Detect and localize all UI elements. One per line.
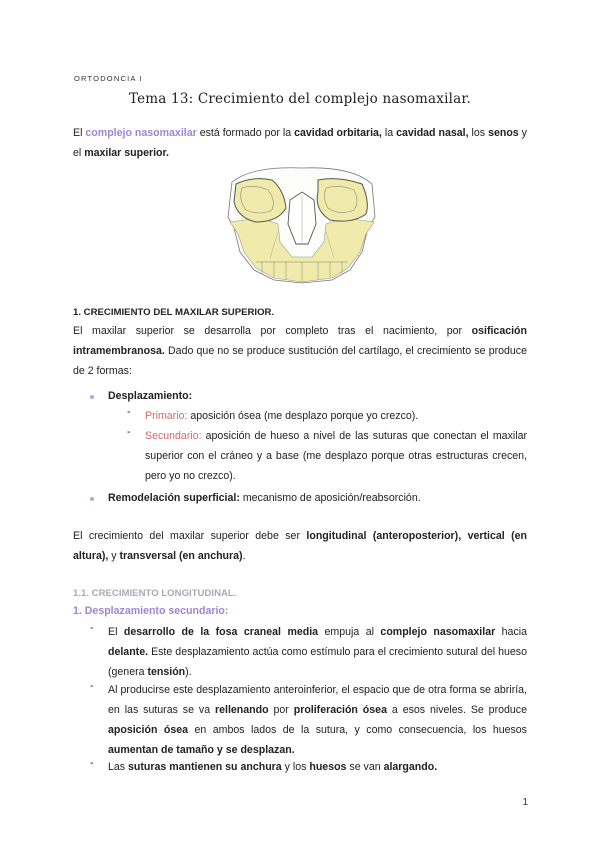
section-1-1-heading: 1.1. CRECIMIENTO LONGITUDINAL. <box>73 588 237 599</box>
subsection-heading: 1. Desplazamiento secundario: <box>73 605 229 617</box>
primario-item: Primario: aposición ósea (me desplazo porque yo crezco). <box>145 410 419 422</box>
intro-paragraph: El complejo nasomaxilar está formado por la cavidad orbitaria, la cavidad nasal, los senos y el maxilar superior. <box>73 127 527 159</box>
bullet-icon <box>90 389 98 397</box>
growth-paragraph: El crecimiento del maxilar superior debe ser longitudinal (anteroposterior), vertical (en altura), y transversal (en anchura). <box>73 530 527 562</box>
dash-icon: - <box>90 680 94 692</box>
list-item: El desarrollo de la fosa craneal media empuja al complejo nasomaxilar hacia delante. Este desplazamiento actúa como estímulo para el crecimiento sutural del hueso (genera tensión). <box>108 626 527 678</box>
bullet-desplazamiento: Desplazamiento: <box>108 390 193 402</box>
bullet-icon <box>90 491 98 499</box>
dash-icon: - <box>90 622 94 634</box>
list-item: Las suturas mantienen su anchura y los huesos se van alargando. <box>108 761 438 773</box>
skull-illustration <box>222 162 382 292</box>
section-1-paragraph: El maxilar superior se desarrolla por completo tras el nacimiento, por osificación intramembranosa. Dado que no se produce sustitución del cartílago, el crecimiento se produce de 2 formas: <box>73 325 527 377</box>
page-title: Tema 13: Crecimiento del complejo nasomaxilar. <box>128 91 472 107</box>
page-number: 1 <box>522 797 528 808</box>
list-item: Al producirse este desplazamiento anteroinferior, el espacio que de otra forma se abriría, en las suturas se va rellenando por proliferación ósea a esos niveles. Se produce aposición ósea en ambos lados de la sutura, y como consecuencia, los huesos aumentan de tamaño y se desplazan. <box>108 684 527 756</box>
bullet-remodelacion: Remodelación superficial: mecanismo de aposición/reabsorción. <box>108 492 421 504</box>
secundario-item: Secundario: aposición de hueso a nivel de las suturas que conectan el maxilar superior con el cráneo y a base (me desplazo porque otras estructuras crecen, pero yo no crezco). <box>145 430 527 482</box>
dash-icon: - <box>127 426 131 438</box>
course-header: ORTODONCIA I <box>74 74 143 83</box>
dash-icon: - <box>90 757 94 769</box>
dash-icon: - <box>127 406 131 418</box>
section-1-heading: 1. CRECIMIENTO DEL MAXILAR SUPERIOR. <box>73 307 275 318</box>
